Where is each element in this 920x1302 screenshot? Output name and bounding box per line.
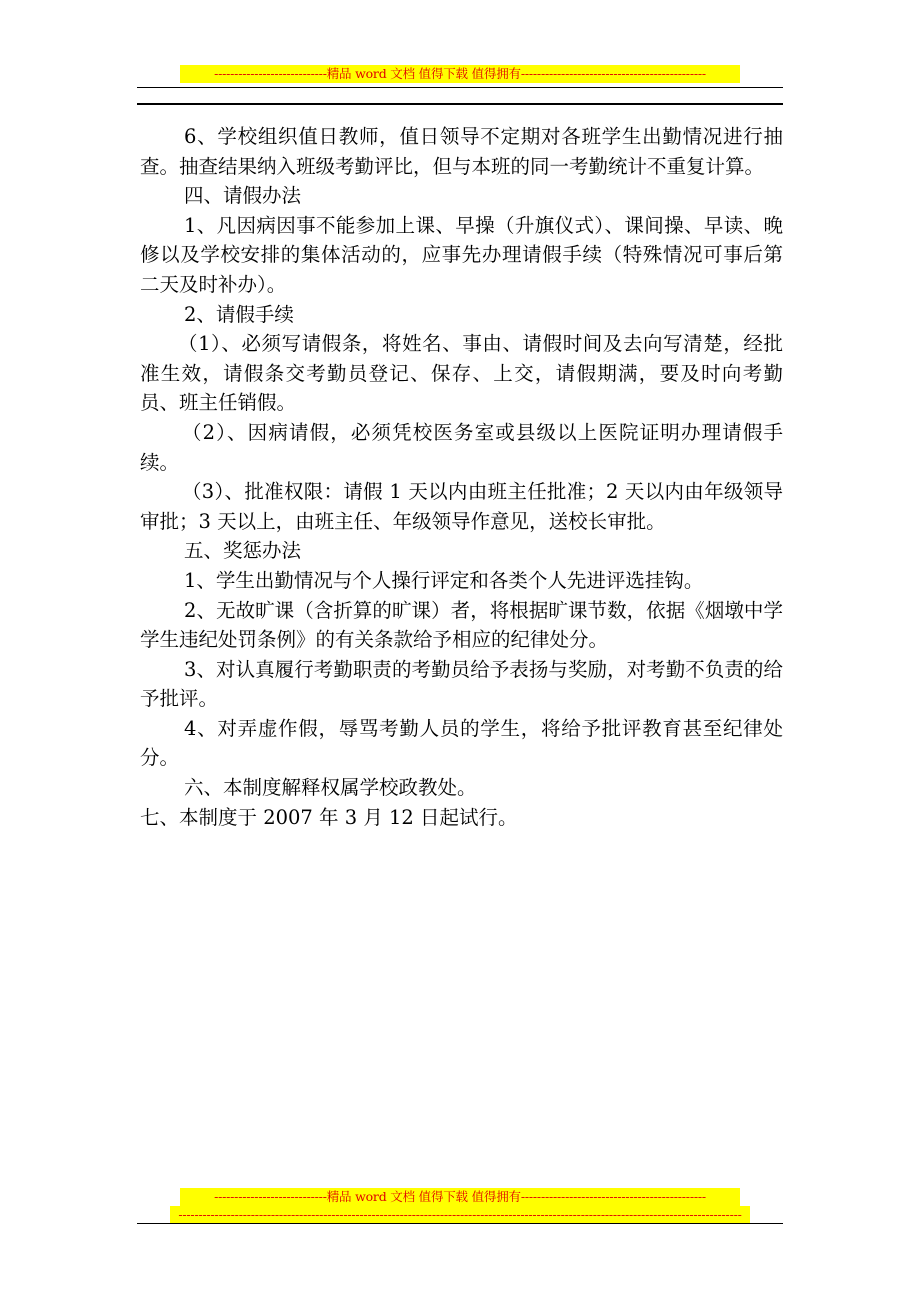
document-body (140, 122, 783, 832)
footer-rule (137, 1223, 783, 1224)
paragraph-leave-2-3: （3）、批准权限：请假 1 天以内由班主任批准；2 天以内由年级领导审批；3 天以上，由班主任、年级领导作意见，送校长审批。 (140, 480, 783, 533)
footer-dashes: -------------------------------------------------------------------------------------------------------------------------------------------- (170, 1206, 750, 1224)
paragraph-rewards-1: 1、学生出勤情况与个人操行评定和各类个人先进评选挂钩。 (184, 568, 704, 592)
heading-leave-procedure: 四、请假办法 (184, 184, 302, 208)
paragraph-rewards-4: 4、对弄虚作假，辱骂考勤人员的学生，将给予批评教育甚至纪律处分。 (140, 716, 783, 770)
header-banner: ----------------------------精品 word 文档 值得下载 值得拥有---------------------------------------------- (180, 65, 740, 83)
paragraph-leave-2-1: （1）、必须写请假条，将姓名、事由、请假时间及去向写清楚，经批准生效，请假条交考勤员登记、保存、上交，请假期满，要及时向考勤员、班主任销假。 (140, 332, 783, 415)
heading-effective-date: 七、本制度于 2007 年 3 月 12 日起试行。 (140, 805, 518, 829)
footer-banner: ----------------------------精品 word 文档 值得下载 值得拥有---------------------------------------------- (180, 1188, 740, 1206)
heading-interpretation: 六、本制度解释权属学校政教处。 (184, 776, 477, 800)
paragraph-rewards-3: 3、对认真履行考勤职责的考勤员给予表扬与奖励，对考勤不负责的给予批评。 (140, 657, 783, 711)
header-rule-thick (137, 103, 783, 105)
paragraph-6: 6、学校组织值日教师，值日领导不定期对各班学生出勤情况进行抽查。抽查结果纳入班级考勤评比，但与本班的同一考勤统计不重复计算。 (140, 125, 783, 178)
heading-rewards-penalties: 五、奖惩办法 (184, 539, 302, 563)
paragraph-leave-2: 2、请假手续 (184, 302, 294, 326)
header-rule-thin (137, 87, 783, 88)
paragraph-leave-1: 1、凡因病因事不能参加上课、早操（升旗仪式）、课间操、早读、晚修以及学校安排的集体活动的，应事先办理请假手续（特殊情况可事后第二天及时补办）。 (140, 213, 783, 296)
paragraph-leave-2-2: （2）、因病请假，必须凭校医务室或县级以上医院证明办理请假手续。 (140, 420, 783, 474)
paragraph-rewards-2: 2、无故旷课（含折算的旷课）者，将根据旷课节数，依据《烟墩中学学生违纪处罚条例》的有关条款给予相应的纪律处分。 (140, 598, 783, 652)
